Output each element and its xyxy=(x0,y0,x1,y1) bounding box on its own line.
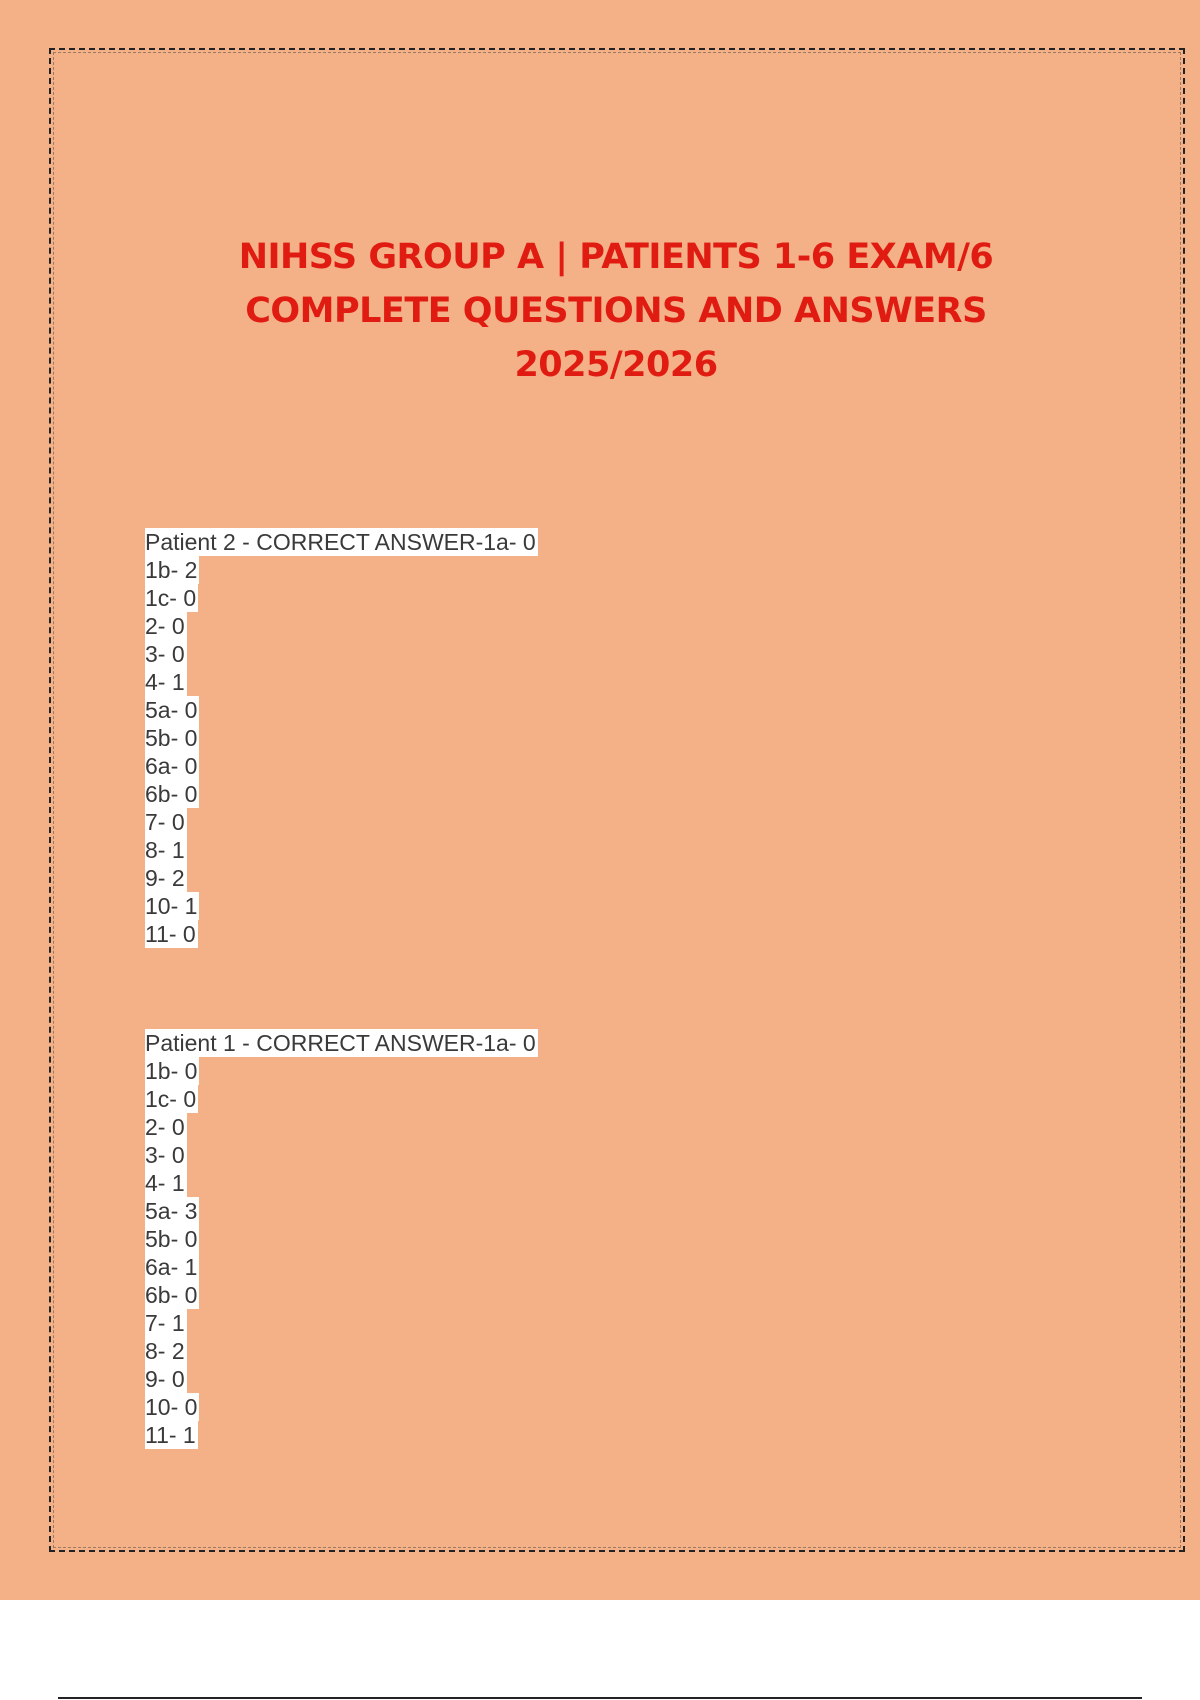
answer-line: 5a- 3 xyxy=(145,1198,198,1224)
answer-line: 6b- 0 xyxy=(145,1282,198,1308)
patient-answer-block xyxy=(145,528,538,948)
answer-line: 10- 0 xyxy=(145,1394,198,1420)
patient-answer-block xyxy=(145,1029,538,1449)
answer-line: 3- 0 xyxy=(145,641,185,667)
answer-line: 4- 1 xyxy=(145,669,185,695)
document-title xyxy=(100,230,1132,392)
title-line-3: 2025/2026 xyxy=(514,345,718,385)
answer-line: 6a- 0 xyxy=(145,753,198,779)
answer-line: 6b- 0 xyxy=(145,781,198,807)
answer-line: 3- 0 xyxy=(145,1142,185,1168)
answer-line: 9- 0 xyxy=(145,1366,185,1392)
answer-line: 2- 0 xyxy=(145,613,185,639)
answer-line: 1b- 2 xyxy=(145,557,198,583)
answer-line: 5b- 0 xyxy=(145,1226,198,1252)
answer-line: 10- 1 xyxy=(145,893,198,919)
answer-line: 2- 0 xyxy=(145,1114,185,1140)
title-line-2: COMPLETE QUESTIONS AND ANSWERS xyxy=(245,291,987,331)
answer-line: Patient 2 - CORRECT ANSWER-1a- 0 xyxy=(145,529,536,555)
answer-line: 8- 1 xyxy=(145,837,185,863)
answer-line: 11- 0 xyxy=(145,921,196,947)
answer-line: 1b- 0 xyxy=(145,1058,198,1084)
answer-line: 7- 0 xyxy=(145,809,185,835)
answer-line: 1c- 0 xyxy=(145,585,197,611)
answer-line: Patient 1 - CORRECT ANSWER-1a- 0 xyxy=(145,1030,536,1056)
answer-line: 5b- 0 xyxy=(145,725,198,751)
answer-line: 7- 1 xyxy=(145,1310,185,1336)
answer-line: 11- 1 xyxy=(145,1422,196,1448)
footer-divider xyxy=(58,1697,1142,1699)
answer-line: 8- 2 xyxy=(145,1338,185,1364)
title-line-1: NIHSS GROUP A | PATIENTS 1-6 EXAM/6 xyxy=(238,237,994,277)
answer-line: 1c- 0 xyxy=(145,1086,197,1112)
answer-line: 4- 1 xyxy=(145,1170,185,1196)
answer-line: 6a- 1 xyxy=(145,1254,198,1280)
answer-line: 9- 2 xyxy=(145,865,185,891)
answer-line: 5a- 0 xyxy=(145,697,198,723)
